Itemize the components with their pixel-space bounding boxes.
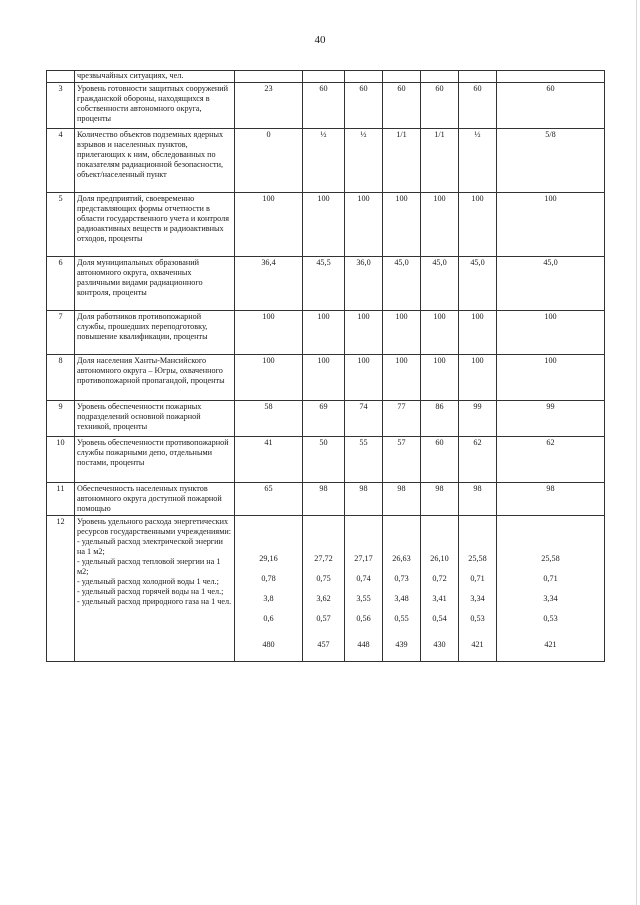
indicator-value: 3,34 (543, 594, 558, 603)
indicator-value: 60 (303, 83, 345, 129)
indicator-value: 0,71 (470, 574, 485, 583)
indicator-value: 3,41 (432, 594, 447, 603)
indicator-value: 0,57 (316, 614, 331, 623)
indicator-sub-line: Уровень удельного расхода энергетических ресурсов государственными учреждениями: (77, 517, 232, 536)
row-number: 10 (47, 437, 75, 483)
indicator-sub-line: - удельный расход холодной воды 1 чел.; (77, 577, 219, 586)
indicator-value: 100 (235, 355, 303, 401)
indicator-value: 100 (497, 355, 605, 401)
page-edge (636, 0, 637, 905)
table-row (47, 311, 605, 355)
indicator-value: 448 (357, 640, 370, 649)
indicator-value-group (383, 516, 421, 662)
table-row (47, 437, 605, 483)
indicator-name: Доля населения Ханты-Мансийского автономного округа – Югры, охваченного противопожарной пропагандой, проценты (75, 355, 235, 401)
indicator-value: ½ (303, 129, 345, 193)
indicator-value: 60 (421, 83, 459, 129)
indicator-value: 3,34 (470, 594, 485, 603)
indicator-value: 98 (383, 483, 421, 516)
indicator-value: 45,0 (383, 257, 421, 311)
indicator-value: 480 (262, 640, 275, 649)
table-row (47, 257, 605, 311)
indicator-value: 45,0 (459, 257, 497, 311)
indicator-value: 0,55 (394, 614, 409, 623)
indicator-name: Доля муниципальных образований автономного округа, охваченных различными видами радиационного контроля, проценты (75, 257, 235, 311)
indicator-value: 100 (459, 355, 497, 401)
indicator-value: 100 (345, 311, 383, 355)
indicator-value: 99 (497, 401, 605, 437)
indicator-value: 0 (235, 129, 303, 193)
indicator-value-group (421, 516, 459, 662)
indicator-value: 100 (497, 193, 605, 257)
indicator-name: Обеспеченность населенных пунктов автономного округа доступной пожарной помощью (75, 483, 235, 516)
indicator-value: 98 (303, 483, 345, 516)
indicator-value: 25,58 (541, 554, 560, 563)
indicator-value: 0,6 (263, 614, 274, 623)
table-row (47, 401, 605, 437)
indicator-value: 25,58 (468, 554, 487, 563)
table-row (47, 193, 605, 257)
indicator-value: 26,10 (430, 554, 449, 563)
row-number: 3 (47, 83, 75, 129)
indicator-value: 62 (497, 437, 605, 483)
table-row (47, 483, 605, 516)
indicator-value: 3,62 (316, 594, 331, 603)
indicator-value: 0,56 (356, 614, 371, 623)
indicator-value: 65 (235, 483, 303, 516)
indicator-value: 100 (235, 311, 303, 355)
indicator-value: 0,73 (394, 574, 409, 583)
indicator-value (497, 71, 605, 83)
indicator-value: 100 (383, 193, 421, 257)
indicator-value: 77 (383, 401, 421, 437)
indicator-value: 86 (421, 401, 459, 437)
indicator-value (303, 71, 345, 83)
indicator-name: Уровень готовности защитных сооружений гражданской обороны, находящихся в собственности автономного округа, проценты (75, 83, 235, 129)
indicator-value: 0,53 (543, 614, 558, 623)
indicator-value: 100 (345, 193, 383, 257)
indicator-value: 60 (497, 83, 605, 129)
row-number: 7 (47, 311, 75, 355)
indicator-sub-line: - удельный расход природного газа на 1 чел. (77, 597, 232, 606)
indicator-value: 26,63 (392, 554, 411, 563)
table-body (47, 71, 605, 662)
indicator-value (383, 71, 421, 83)
row-number: 11 (47, 483, 75, 516)
indicator-value: 1/1 (421, 129, 459, 193)
indicator-sub-line: - удельный расход горячей воды на 1 чел.; (77, 587, 224, 596)
indicator-name: Доля работников противопожарной службы, прошедших переподготовку, повышение квалификации, проценты (75, 311, 235, 355)
indicator-value-group (235, 516, 303, 662)
indicator-value: 0,72 (432, 574, 447, 583)
indicator-value: 0,53 (470, 614, 485, 623)
indicator-value: 100 (459, 193, 497, 257)
indicator-sub-line: - удельный расход тепловой энергии на 1 м2; (77, 557, 221, 576)
indicator-value: 98 (421, 483, 459, 516)
indicator-value: 421 (544, 640, 557, 649)
table-row (47, 355, 605, 401)
indicator-value: 36,4 (235, 257, 303, 311)
indicator-name: Доля предприятий, своевременно представляющих формы отчетности в области государственного учета и контроля радиоактивных веществ и радиоактивных отходов, проценты (75, 193, 235, 257)
page-number: 40 (314, 34, 326, 46)
indicator-value: 0,54 (432, 614, 447, 623)
row-number: 6 (47, 257, 75, 311)
indicator-value: 58 (235, 401, 303, 437)
indicator-value: 45,5 (303, 257, 345, 311)
table-row (47, 71, 605, 83)
indicator-value-group (303, 516, 345, 662)
indicator-value: 3,8 (263, 594, 274, 603)
row-number: 5 (47, 193, 75, 257)
indicator-name: Уровень обеспеченности противопожарной службы пожарными депо, отдельными постами, проценты (75, 437, 235, 483)
row-number: 4 (47, 129, 75, 193)
indicator-value: 430 (433, 640, 446, 649)
row-number: 8 (47, 355, 75, 401)
indicator-value: 421 (471, 640, 484, 649)
indicator-value: 0,74 (356, 574, 371, 583)
row-number: 12 (47, 516, 75, 662)
indicator-value: 1/1 (383, 129, 421, 193)
indicator-value: 3,48 (394, 594, 409, 603)
indicator-value: 60 (345, 83, 383, 129)
indicator-value: 0,75 (316, 574, 331, 583)
row-number (47, 71, 75, 83)
indicator-value: 0,71 (543, 574, 558, 583)
indicator-value: 60 (459, 83, 497, 129)
indicator-value: 100 (497, 311, 605, 355)
indicator-value: 98 (345, 483, 383, 516)
indicator-name: чрезвычайных ситуациях, чел. (75, 71, 235, 83)
indicator-value-group (345, 516, 383, 662)
indicator-value: 27,72 (314, 554, 333, 563)
indicator-value: 100 (345, 355, 383, 401)
indicator-name: Количество объектов подземных ядерных взрывов и населенных пунктов, прилегающих к ним, обследованных по показателям радиационной безопасности, объект/населенный пункт (75, 129, 235, 193)
indicator-value: 23 (235, 83, 303, 129)
indicator-value (421, 71, 459, 83)
indicator-value (235, 71, 303, 83)
indicator-value: 45,0 (497, 257, 605, 311)
indicator-value: 457 (317, 640, 330, 649)
indicator-value: 100 (421, 311, 459, 355)
indicator-value: 45,0 (421, 257, 459, 311)
indicator-value: 60 (421, 437, 459, 483)
indicator-value: 98 (497, 483, 605, 516)
table-row (47, 516, 605, 662)
indicator-value: ½ (459, 129, 497, 193)
indicator-value: ½ (345, 129, 383, 193)
indicator-value: 100 (235, 193, 303, 257)
indicator-value-group (497, 516, 605, 662)
table-row (47, 83, 605, 129)
indicator-value (459, 71, 497, 83)
indicator-value: 100 (303, 193, 345, 257)
indicator-value: 99 (459, 401, 497, 437)
indicator-value: 439 (395, 640, 408, 649)
indicator-value: 60 (383, 83, 421, 129)
indicator-value: 36,0 (345, 257, 383, 311)
indicator-value-group (459, 516, 497, 662)
indicator-value: 29,16 (259, 554, 278, 563)
indicator-value: 100 (459, 311, 497, 355)
indicator-value: 100 (303, 311, 345, 355)
row-number: 9 (47, 401, 75, 437)
indicators-table (46, 70, 605, 662)
indicator-value: 27,17 (354, 554, 373, 563)
indicator-name (75, 516, 235, 662)
indicator-value: 100 (383, 355, 421, 401)
indicator-sub-line: - удельный расход электрической энергии на 1 м2; (77, 537, 223, 556)
indicator-value: 100 (303, 355, 345, 401)
indicator-value: 57 (383, 437, 421, 483)
indicator-value: 100 (383, 311, 421, 355)
indicator-value: 69 (303, 401, 345, 437)
indicator-value: 41 (235, 437, 303, 483)
indicator-value: 50 (303, 437, 345, 483)
indicator-value (345, 71, 383, 83)
indicator-value: 62 (459, 437, 497, 483)
table-row (47, 129, 605, 193)
indicator-value: 98 (459, 483, 497, 516)
indicator-value: 0,78 (261, 574, 276, 583)
indicator-value: 5/8 (497, 129, 605, 193)
indicator-name: Уровень обеспеченности пожарных подразделений основной пожарной техникой, проценты (75, 401, 235, 437)
indicator-value: 3,55 (356, 594, 371, 603)
indicator-value: 100 (421, 193, 459, 257)
indicator-value: 100 (421, 355, 459, 401)
indicator-value: 74 (345, 401, 383, 437)
indicator-value: 55 (345, 437, 383, 483)
